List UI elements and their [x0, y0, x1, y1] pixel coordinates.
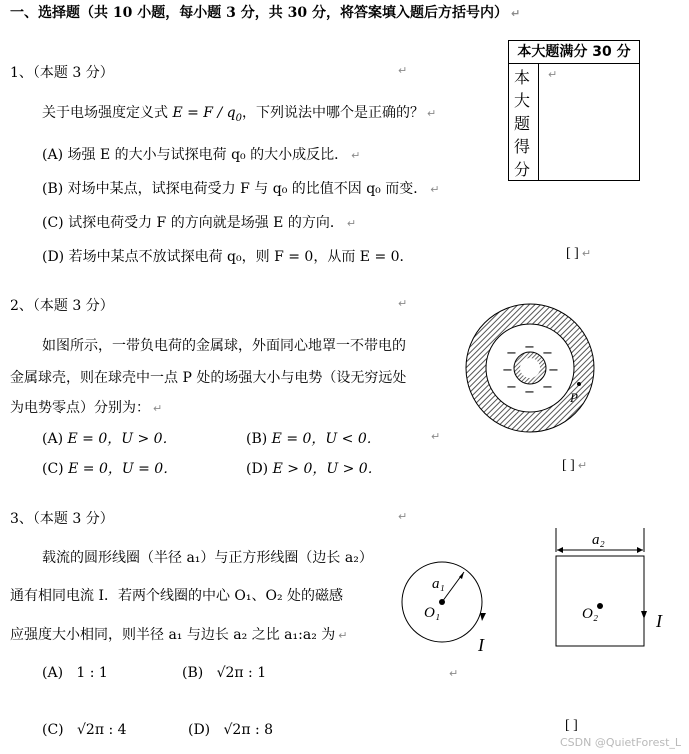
q3-stem-line-3: 应强度大小相同，则半径 a₁ 与边长 a₂ 之比 a₁:a₂ 为 ↵	[10, 627, 348, 643]
watermark: CSDN @QuietForest_L	[560, 736, 682, 749]
q2-figure-sphere-shell	[460, 294, 610, 442]
point-p-label: P	[570, 390, 578, 405]
charge-sign: −	[542, 346, 553, 361]
q1-option-a[interactable]: (A) 场强 E 的大小与试探电荷 q₀ 的大小成反比． ↵	[42, 147, 361, 163]
score-box-header: 本大题满分 30 分	[509, 41, 639, 64]
paragraph-mark-icon: ↵	[338, 629, 348, 642]
q3-stem-line-1: 载流的圆形线圈（半径 a₁）与正方形线圈（边长 a₂）	[42, 550, 373, 566]
charge-sign: −	[548, 363, 559, 378]
q2-option-a[interactable]: (A) E = 0，U > 0．	[42, 431, 177, 447]
dimension-arrow-icon	[557, 547, 563, 553]
radius-label: a₁	[432, 576, 445, 592]
circle-current-label: I	[478, 635, 484, 655]
paragraph-mark-icon: ↵	[510, 7, 521, 20]
square-current-label: I	[656, 611, 662, 631]
charge-sign: −	[506, 380, 517, 395]
dimension-arrow-icon	[637, 547, 643, 553]
q3-option-a[interactable]: (A) 1 : 1	[42, 665, 108, 681]
score-box-char: 题	[514, 114, 531, 133]
q1-stem: 关于电场强度定义式 $E = F / q_0$，下列说法中哪个是正确的？ ↵	[42, 105, 437, 124]
paragraph-mark-icon: ↵	[449, 667, 459, 680]
charge-sign: −	[524, 340, 535, 355]
q3-number: 3、（本题 3 分）	[10, 511, 114, 527]
q2-stem-line-1: 如图所示，一带负电荷的金属球，外面同心地罩一不带电的	[42, 338, 406, 354]
q3-option-d[interactable]: (D) √2π : 8	[188, 722, 274, 738]
q2-stem-line-3: 为电势零点）分别为： ↵	[10, 400, 163, 416]
q2-number: 2、（本题 3 分）	[10, 298, 114, 314]
current-arrow-icon	[641, 611, 647, 619]
q2-stem-line-2: 金属球壳，则在球壳中一点 P 处的场强大小与电势（设无穷远处	[10, 370, 407, 386]
center-o2-label: O₂	[582, 606, 599, 622]
score-box-char: 得	[514, 137, 531, 156]
paragraph-mark-icon: ↵	[577, 459, 588, 472]
paragraph-mark-icon: ↵	[398, 510, 408, 523]
center-o1-label: O₁	[424, 605, 441, 621]
paragraph-mark-icon: ↵	[548, 68, 558, 81]
q3-option-c[interactable]: (C) √2π : 4	[42, 722, 127, 738]
score-box-char: 本	[514, 68, 531, 87]
q3-stem-line-2: 通有相同电流 I．若两个线圈的中心 O₁、O₂ 处的磁感	[10, 588, 344, 604]
charge-sign: −	[502, 363, 513, 378]
q1-answer-bracket[interactable]: [ ] ↵	[566, 246, 592, 261]
charge-sign: −	[524, 385, 535, 400]
section-title: 一、选择题（共 10 小题，每小题 3 分，共 30 分，将答案填入题后方括号内） ↵	[10, 5, 521, 21]
q3-figure-circular-coil	[398, 555, 490, 655]
q1-option-c[interactable]: (C) 试探电荷受力 F 的方向就是场强 E 的方向． ↵	[42, 215, 357, 231]
paragraph-mark-icon: ↵	[153, 402, 163, 415]
q1-option-d[interactable]: (D) 若场中某点不放试探电荷 q₀，则 F = 0，从而 E = 0．	[42, 249, 414, 265]
q3-answer-bracket[interactable]: [ ]	[565, 718, 578, 733]
q3-figure-square-coil	[548, 528, 674, 650]
paragraph-mark-icon: ↵	[398, 64, 408, 77]
charge-sign: −	[542, 380, 553, 395]
q2-option-c[interactable]: (C) E = 0，U = 0．	[42, 461, 178, 477]
paragraph-mark-icon: ↵	[430, 183, 440, 196]
q1-number: 1、（本题 3 分）	[10, 65, 114, 81]
side-label: a₂	[592, 532, 605, 548]
point-p-dot	[577, 382, 581, 386]
score-entry-cell[interactable]	[540, 64, 638, 179]
paragraph-mark-icon: ↵	[581, 247, 592, 260]
q1-definition-formula: $E = F / q_0$	[172, 105, 242, 124]
paragraph-mark-icon: ↵	[351, 149, 361, 162]
score-box-char: 分	[514, 160, 531, 179]
paragraph-mark-icon: ↵	[398, 297, 408, 310]
q2-option-b[interactable]: (B) E = 0，U < 0．	[246, 431, 381, 447]
paragraph-mark-icon: ↵	[431, 430, 441, 443]
q3-option-b[interactable]: (B) √2π : 1	[182, 665, 267, 681]
charge-sign: −	[506, 346, 517, 361]
score-box-label-column	[509, 63, 539, 180]
q1-option-b[interactable]: (B) 对场中某点，试探电荷受力 F 与 q₀ 的比值不因 q₀ 而变． ↵	[42, 181, 440, 197]
current-arrow-icon	[480, 613, 486, 621]
score-box	[508, 40, 640, 181]
q2-option-d[interactable]: (D) E > 0，U > 0．	[246, 461, 382, 477]
q2-answer-bracket[interactable]: [ ] ↵	[562, 458, 588, 473]
score-box-char: 大	[514, 91, 531, 110]
paragraph-mark-icon: ↵	[426, 107, 437, 120]
paragraph-mark-icon: ↵	[346, 217, 357, 230]
square-coil	[556, 556, 644, 646]
